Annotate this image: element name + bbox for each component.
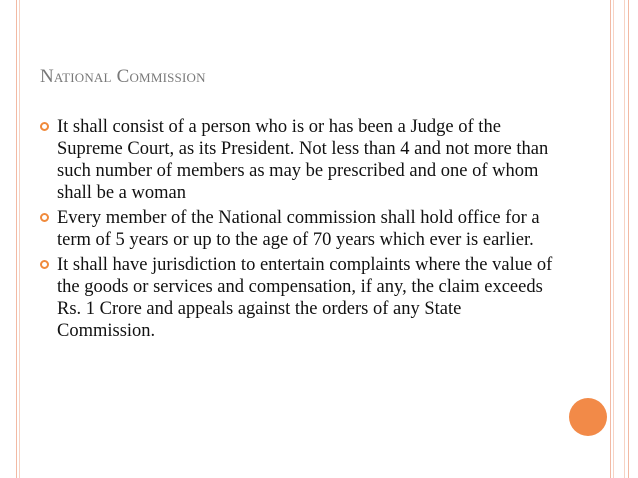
circle-bullet-icon bbox=[40, 260, 49, 269]
bullet-item bbox=[40, 207, 600, 251]
bullet-item bbox=[40, 116, 600, 204]
bullet-text: It shall consist of a person who is or has been a Judge of the Supreme Court, as its President. Not less than 4 and not more than such number of members as may be prescribed and one of whom shall be a woman bbox=[57, 117, 549, 203]
left-border-line bbox=[16, 0, 17, 478]
circle-bullet-icon bbox=[40, 213, 49, 222]
circle-bullet-icon bbox=[40, 122, 49, 131]
left-border-inner-line bbox=[19, 0, 20, 478]
bullet-text: It shall have jurisdiction to entertain complaints where the value of the goods or services and compensation, if any, the claim exceeds Rs. 1 Crore and appeals against the orders of any State Commission. bbox=[57, 255, 553, 341]
right-border-line-4 bbox=[628, 0, 629, 478]
right-border-line-3 bbox=[624, 0, 625, 478]
orange-dot-icon bbox=[569, 398, 607, 436]
right-border-line-2 bbox=[613, 0, 614, 478]
bullet-list bbox=[40, 116, 600, 345]
slide-title: National Commission bbox=[40, 66, 206, 87]
right-border-line-1 bbox=[610, 0, 611, 478]
bullet-text: Every member of the National commission shall hold office for a term of 5 years or up to the age of 70 years which ever is earlier. bbox=[57, 208, 540, 250]
bullet-item bbox=[40, 254, 600, 342]
